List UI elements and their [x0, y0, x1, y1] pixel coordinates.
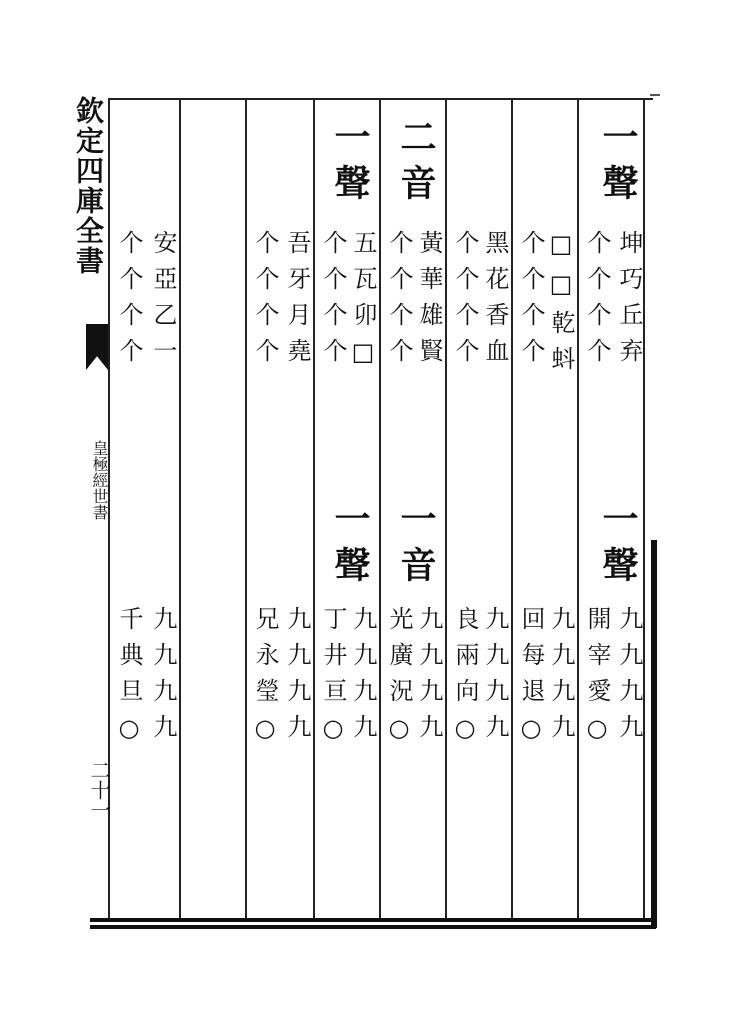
right-edge-bar [651, 540, 657, 928]
column-8-lower-main: 九九九九 [149, 606, 177, 750]
column-1-lower-main: 九九九九 [615, 606, 643, 750]
column-3-lower-marks: 良兩向○ [451, 606, 479, 754]
column-divider [445, 100, 447, 918]
column-6-upper-marks: 个个个个 [251, 230, 279, 374]
column-6-lower-main: 九九九九 [283, 606, 311, 750]
column-4-header-top: 二音 [395, 118, 437, 210]
column-1-upper-main: 坤巧丘弃 [615, 230, 643, 374]
column-5-lower-marks: 丁井亘○ [319, 606, 347, 754]
column-divider [379, 100, 381, 918]
column-1-lower-marks: 開宰愛○ [583, 606, 611, 754]
column-3-upper-main: 黑花香血 [481, 230, 509, 374]
column-6-lower-marks: 兄永瑩○ [251, 606, 279, 754]
column-5-lower-main: 九九九九 [349, 606, 377, 750]
column-divider [313, 100, 315, 918]
column-divider [511, 100, 513, 918]
column-5-header-top: 一聲 [329, 118, 371, 210]
column-4-lower-main: 九九九九 [415, 606, 443, 750]
margin-page-number: 二十一 [87, 760, 111, 820]
column-1-upper-marks: 个个个个 [583, 230, 611, 374]
column-6-upper-main: 吾牙月堯 [283, 230, 311, 374]
column-divider [577, 100, 579, 918]
column-5-upper-main: 五瓦卯□ [349, 230, 377, 378]
top-border-mark [650, 94, 660, 96]
column-8-upper-marks: 个个个个 [115, 230, 143, 374]
margin-subtitle: 皇極經世書 [90, 440, 109, 520]
column-8-lower-marks: 千典旦○ [115, 606, 143, 754]
column-divider [245, 100, 247, 918]
column-2-lower-marks: 回每退○ [517, 606, 545, 754]
column-5-header-bottom: 一聲 [329, 500, 371, 592]
right-border [643, 98, 645, 918]
column-2-lower-main: 九九九九 [547, 606, 575, 750]
column-2-upper-marks: 个个个个 [517, 230, 545, 374]
fishtail-mark [86, 324, 108, 370]
bottom-border [90, 918, 656, 922]
column-3-upper-marks: 个个个个 [451, 230, 479, 374]
column-4-header-bottom: 一音 [395, 500, 437, 592]
column-1-header-top: 一聲 [597, 118, 639, 210]
column-3-lower-main: 九九九九 [481, 606, 509, 750]
column-divider [179, 100, 181, 918]
column-2-upper-main: □□乾蚪 [547, 230, 575, 382]
column-4-upper-main: 黃華雄賢 [415, 230, 443, 374]
column-4-lower-marks: 光廣況○ [385, 606, 413, 754]
bottom-border-double [90, 925, 656, 929]
column-1-header-bottom: 一聲 [597, 500, 639, 592]
column-8-upper-main: 安亞乙一 [149, 230, 177, 374]
margin-book-title: 欽定四庫全書 [72, 96, 105, 276]
column-5-upper-marks: 个个个个 [319, 230, 347, 374]
column-4-upper-marks: 个个个个 [385, 230, 413, 374]
